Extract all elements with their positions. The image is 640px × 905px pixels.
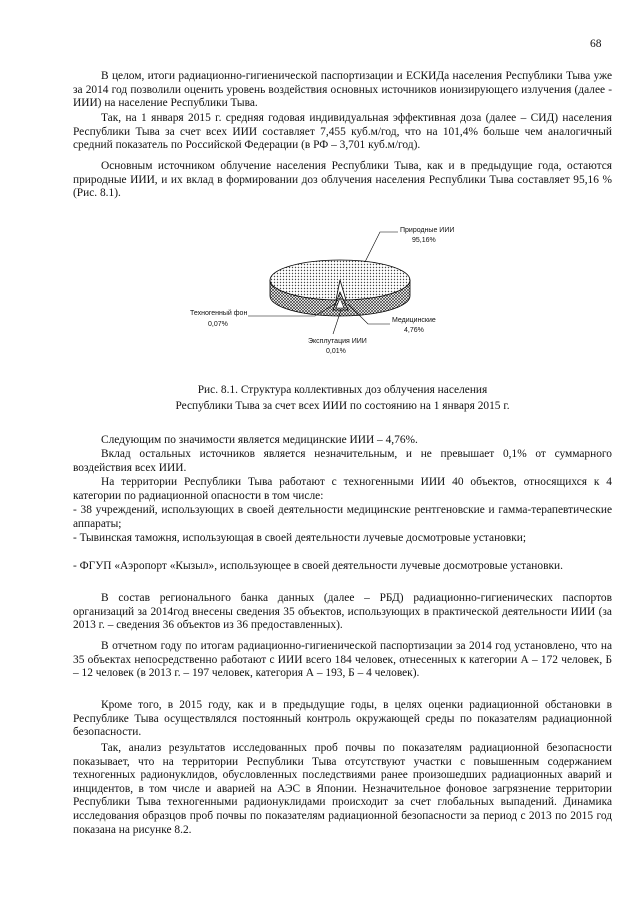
paragraph-dose: Так, на 1 января 2015 г. средняя годовая индивидуальная эффективная доза (далее – СИД) населения Республики Тыва за счет всех ИИИ составляет 7,455 куб.м/год, что на 101,4% больше чем аналогичный средний показатель по Российской Федерации (в РФ – 3,701 куб.м/год). <box>73 112 612 152</box>
paragraph-other: Вклад остальных источников является незначительным, и не превышает 0,1% от суммарного воздействия всех ИИИ. <box>73 448 612 474</box>
paragraph-natural: Основным источником облучение населения Республики Тыва, как и в предыдущие года, остаются природные ИИИ, и их вклад в формировании доз облучения населения Республики Тыва составляет 95,16 % (Рис. 8.1). <box>73 160 612 200</box>
label-medical: Медицинские <box>392 317 436 324</box>
paragraph-personnel: В отчетном году по итогам радиационно-гигиенической паспортизации за 2014 год установлено, что на 35 объектах непосредственно работают с ИИИ всего 184 человек, отнесенных к категории А – 172 человек, Б – 12 человек (в 2013 г. – 197 человек, категория А – 193, Б – 4 человек). <box>73 640 612 680</box>
pie-chart <box>150 212 470 362</box>
label-technogenic: Техногенный фон <box>190 310 248 317</box>
page-number: 68 <box>590 38 602 50</box>
paragraph-soil: Так, анализ результатов исследованных проб почвы по показателям радиационной безопасности показывает, что на территории Республики Тыва отсутствуют участки с повышенным содержанием техногенных радионуклидов, обусловленных последствиями ранее произошедших радиационных аварий и инцидентов, в том числе и аварией на АЭС в Японии. Незначительное фоновое загрязнение территории Республики Тыва техногенными радионуклидами происходит за счет глобальных выпадений. Динамика исследования образцов проб почвы по показателям радиационной безопасности за период с 2013 по 2015 год показана на рисунке 8.2. <box>73 742 612 836</box>
value-medical: 4,76% <box>404 327 424 334</box>
value-natural: 95,16% <box>412 237 436 244</box>
list-item-customs: - Тывинская таможня, использующая в своей деятельности лучевые досмотровые установки; <box>73 532 527 544</box>
figure-caption <box>73 383 612 414</box>
list-item-airport: - ФГУП «Аэропорт «Кызыл», использующее в своей деятельности лучевые досмотровые установки. <box>73 560 563 572</box>
pie-chart-svg <box>150 212 470 362</box>
paragraph-summary: В целом, итоги радиационно-гигиенической паспортизации и ЕСКИДа населения Республики Тыва уже за 2014 год позволили оценить уровень воздействия основных источников ионизирующего излучения (далее - ИИИ) на население Республики Тыва. <box>73 70 612 110</box>
paragraph-monitoring: Кроме того, в 2015 году, как и в предыдущие годы, в целях оценки радиационной обстановки в Республике Тыва осуществлялся постоянный контроль окружающей среды по показателям радиационной безопасности. <box>73 699 612 739</box>
caption-line-2: Республики Тыва за счет всех ИИИ по состоянию на 1 января 2015 г. <box>175 399 510 412</box>
paragraph-rbd: В состав регионального банка данных (далее – РБД) радиационно-гигиенических паспортов организаций за 2014год внесены сведения 35 объектов, использующих в практической деятельности ИИИ (за 2013 г. – сведения 36 объектов из 36 предоставленных). <box>73 592 612 632</box>
paragraph-objects: На территории Республики Тыва работают с техногенными ИИИ 40 объектов, относящихся к 4 категории по радиационной опасности в том числе: <box>73 476 612 502</box>
label-natural: Природные ИИИ <box>400 227 455 234</box>
caption-line-1: Рис. 8.1. Структура коллективных доз облучения населения <box>197 384 488 396</box>
leader-natural <box>365 232 398 262</box>
value-exploitation: 0,01% <box>326 348 346 355</box>
value-technogenic: 0,07% <box>208 321 228 328</box>
label-exploitation: Эксплутация ИИИ <box>308 338 367 345</box>
list-item-institutions: - 38 учреждений, использующих в своей деятельности медицинские рентгеновские и гамма-терапевтические аппараты; <box>73 504 612 530</box>
paragraph-medical: Следующим по значимости является медицинские ИИИ – 4,76%. <box>101 434 418 446</box>
